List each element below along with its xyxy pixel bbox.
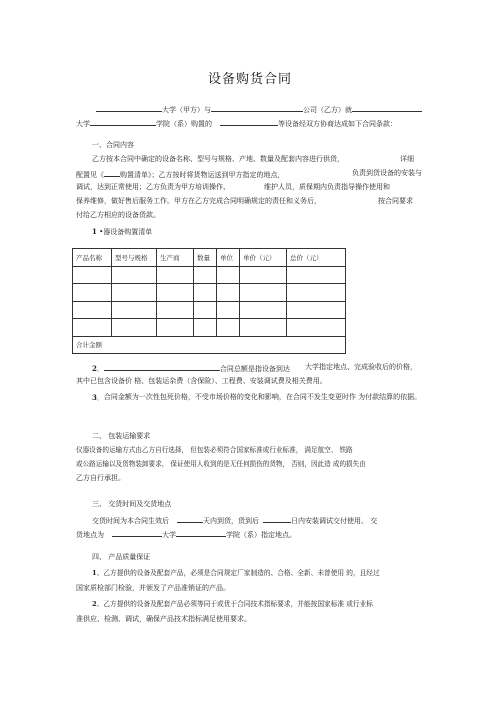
clause2-line1: 2． 合同总额是指设备到达 bbox=[92, 364, 290, 373]
parties-line1-a: 大学（甲方）与 bbox=[162, 106, 211, 114]
col-product-name: 产品名称 bbox=[73, 249, 112, 267]
section3-heading: 三、 交货时间及交货地点 bbox=[92, 500, 172, 508]
equipment-table bbox=[72, 248, 346, 354]
section1-line3 bbox=[76, 183, 230, 192]
table-row bbox=[73, 284, 346, 302]
s3-p1c: 日内安装调试交付使用。 交 bbox=[291, 517, 378, 525]
section1-line2 bbox=[76, 169, 285, 180]
list-heading-text: •器设备购置清单 bbox=[99, 228, 153, 236]
section4-c2-line1 bbox=[92, 600, 373, 609]
parties-line2-b: 学院（系）购置的 bbox=[156, 120, 212, 128]
s1-p5: 付给乙方相应的设备货款。 bbox=[76, 211, 160, 219]
section4-c1-line1 bbox=[92, 569, 380, 578]
list-heading-num: 1 bbox=[92, 227, 97, 236]
section3-line1 bbox=[92, 515, 377, 526]
table-total-row bbox=[73, 336, 346, 353]
s3-p2c: 学院（系）指定地点。 bbox=[226, 531, 296, 539]
col-quantity: 数量 bbox=[194, 249, 217, 267]
list-heading bbox=[92, 227, 152, 237]
blank-total-amount bbox=[104, 363, 220, 371]
parties-line-2 bbox=[76, 118, 397, 129]
s3-p2a: 货地点为 bbox=[76, 531, 104, 539]
blank-subject bbox=[352, 104, 422, 112]
section2-line3: 乙方自行承担。 bbox=[76, 474, 125, 482]
parties-line-1 bbox=[96, 104, 422, 115]
table-row bbox=[73, 301, 346, 319]
section2-heading: 二、 包装运输要求 bbox=[92, 432, 151, 440]
parties-line2-c: 等设备经双方协商达成如下合同条款： bbox=[278, 120, 397, 128]
blank-days bbox=[177, 515, 203, 523]
clause3-num: 3 bbox=[92, 393, 97, 402]
s3-p1a: 交货时间为本合同生效后 bbox=[92, 517, 169, 525]
s1-p1b: 详细 bbox=[400, 155, 414, 163]
s4-c2-num: 2 bbox=[92, 600, 97, 608]
s3-p2b: 大学 bbox=[162, 531, 176, 539]
col-total-price: 总价（元） bbox=[287, 249, 346, 267]
s1-p2: 配置见《 bbox=[76, 171, 104, 179]
blank-equipment bbox=[220, 118, 278, 126]
section1-line1 bbox=[92, 155, 344, 164]
clause2-text-a: 合同总额是指设备到达 bbox=[219, 365, 290, 373]
parties-line1-b: 公司（乙方）就 bbox=[303, 106, 352, 114]
s1-p2b: 购置清单》；乙方按时将货物运送到甲方指定的地点， bbox=[120, 171, 285, 179]
blank-company bbox=[211, 104, 303, 112]
clause2-text-b: 大学指定地点、完成验收后的价格， bbox=[305, 363, 417, 371]
section1-heading: 一、合同内容 bbox=[92, 141, 134, 149]
s1-p3b: 维护人员，质保期内负责指导操作使用和 bbox=[264, 183, 390, 191]
section2-line1: 仪器设备的运输方式由乙方自行选择， 但包装必须符合国家标准或行业标准， 满足航空、 铁路 bbox=[76, 446, 353, 454]
section4-c2-line2: 准供应、检测、调试，确保产品技术指标满足使用要求。 bbox=[76, 615, 251, 623]
blank-university bbox=[96, 104, 162, 112]
s1-p4b: 按合同要求 bbox=[378, 197, 413, 205]
s4-c1-num: 1 bbox=[92, 569, 97, 577]
blank-university-2 bbox=[90, 118, 156, 126]
s3-p1b: 天内到货，货到后 bbox=[203, 517, 259, 525]
s1-p1: 乙方按本合同中确定的设备名称、型号与规格、产地、数量及配套内容进行供货， bbox=[92, 155, 344, 163]
blank-install-days bbox=[263, 515, 291, 523]
section1-line4 bbox=[76, 197, 321, 206]
s1-p3: 调试，达到正常使用；乙方负责为甲方培训操作、 bbox=[76, 183, 230, 191]
section2-line2: 或公路运输以及货物装卸要求， 保证使用人收到的是无任何损伤的货物， 否则，因此造 成的损失由 bbox=[76, 460, 366, 468]
clause2-text-c: 其中已包含设备价 格、包装运杂费（含保险）、工程费、安装调试费及相关费用。 bbox=[76, 377, 327, 385]
clause2-num: 2 bbox=[92, 364, 97, 373]
s4-c1-a: 、乙方提供的设备及配套产品，必须是合同规定厂家制造的、合格、全新、未曾使用 的，且经过 bbox=[96, 569, 380, 577]
clause3-text: 合同金额为一次性包死价格，不受市场价格的变化和影响，在合同不发生变更时作 为付款结算的依据。 bbox=[103, 393, 422, 401]
col-model-spec: 型号与规格 bbox=[112, 249, 157, 267]
s1-p2c: 负责到货设备的安装与 bbox=[352, 169, 422, 177]
blank-delivery-university bbox=[112, 529, 162, 537]
total-amount-label: 合计金额 bbox=[73, 336, 346, 353]
col-manufacturer: 生产商 bbox=[157, 249, 194, 267]
table-row bbox=[73, 319, 346, 337]
table-header-row bbox=[73, 249, 346, 267]
table-row bbox=[73, 266, 346, 284]
clause3: 3．合同金额为一次性包死价格，不受市场价格的变化和影响，在合同不发生变更时作 为付款结算的依据。 bbox=[92, 393, 440, 403]
s4-c2-a: 、乙方提供的设备及配套产品必须等同于或优于合同技术指标要求，并能按国家标准 或行业标 bbox=[96, 600, 373, 608]
s1-p4: 保养维修，做好售后服务工作。甲方在乙方完成合同明确规定的责任和义务后， bbox=[76, 197, 321, 205]
section4-heading: 四、 产品质量保证 bbox=[92, 553, 151, 561]
blank-delivery-college bbox=[176, 529, 226, 537]
col-unit: 单位 bbox=[217, 249, 240, 267]
blank-list bbox=[104, 169, 120, 177]
col-unit-price: 单价（元） bbox=[240, 249, 287, 267]
section4-c1-line2: 国家质检部门检验，并颁发了产品准销证的产品。 bbox=[76, 584, 230, 592]
parties-line2-a: 大学 bbox=[76, 120, 90, 128]
section3-line2 bbox=[76, 529, 296, 540]
document-title: 设备购货合同 bbox=[207, 72, 292, 87]
